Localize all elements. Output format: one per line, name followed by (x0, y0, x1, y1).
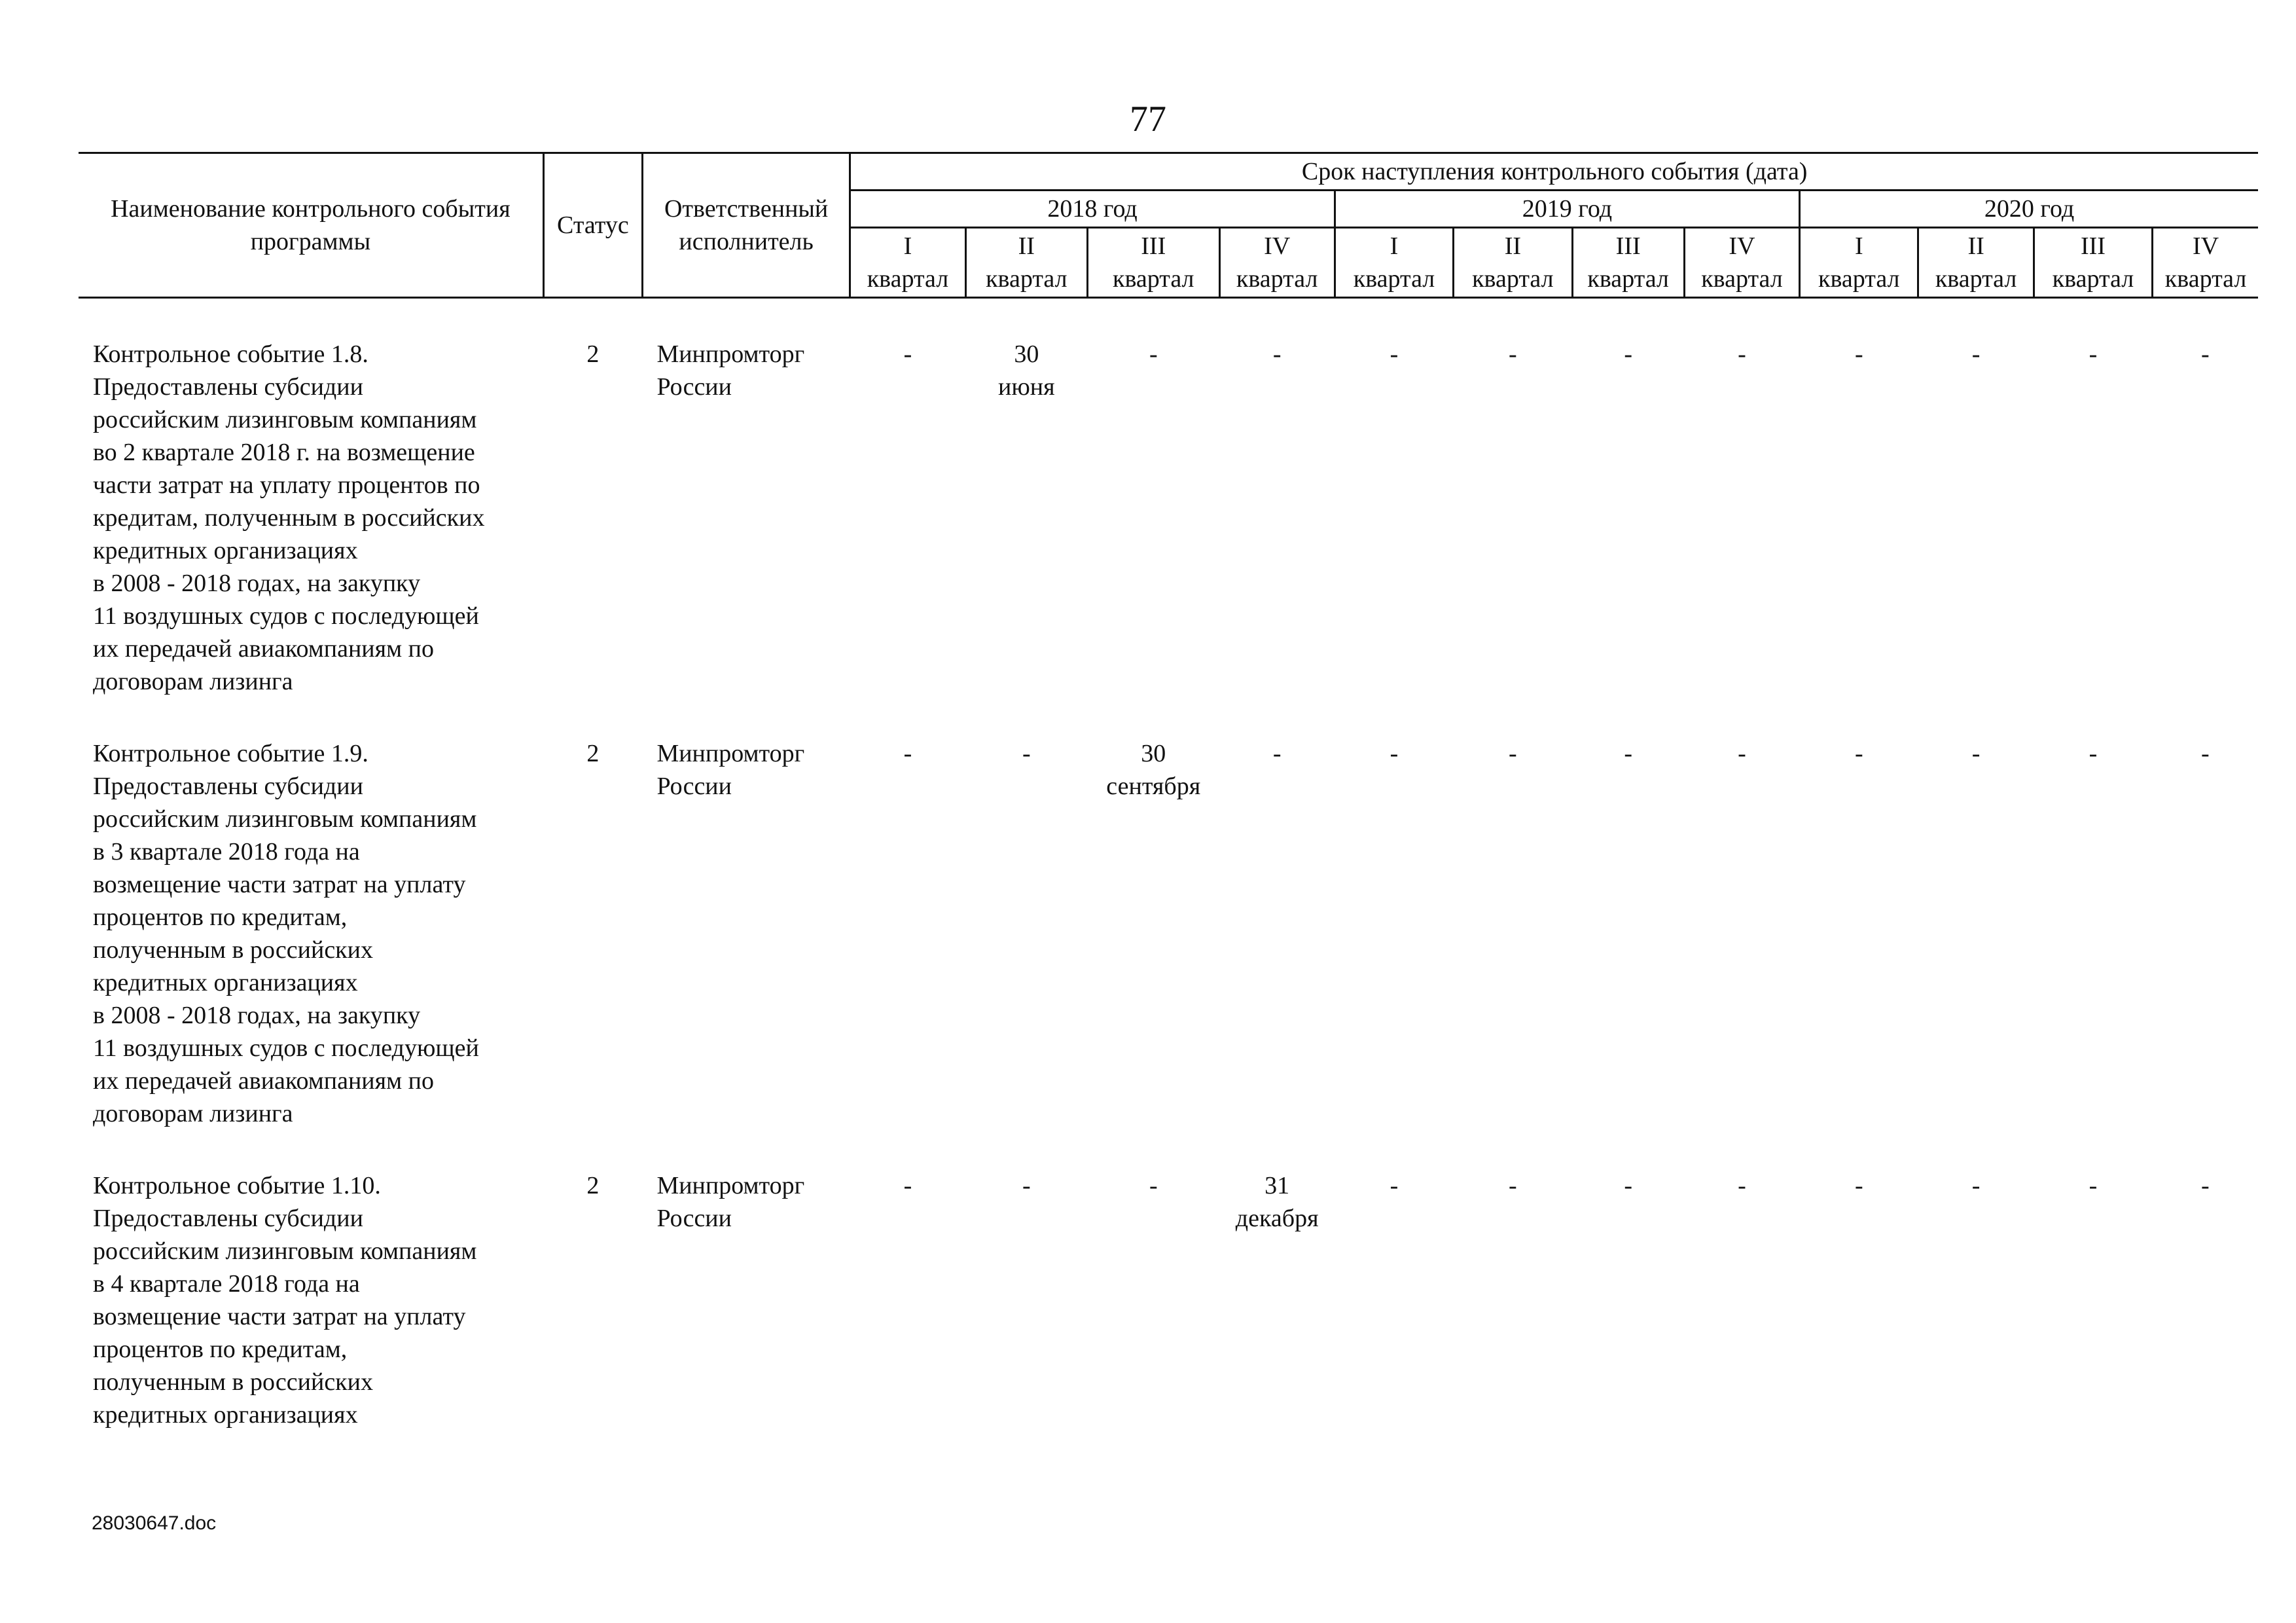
header-quarter: IV квартал (1219, 228, 1335, 298)
event-date: - (1509, 1172, 1517, 1199)
event-date: - (1738, 740, 1746, 767)
table-row (79, 338, 2258, 737)
event-status: 2 (586, 340, 600, 368)
event-date: - (1624, 340, 1632, 368)
table-row (79, 1169, 2258, 1470)
event-executor: Минпромторг России (656, 1172, 805, 1232)
header-quarter: IV квартал (1684, 228, 1799, 298)
event-date: - (2089, 740, 2098, 767)
event-status: 2 (586, 740, 600, 767)
event-date: - (903, 740, 912, 767)
event-date: - (1738, 1172, 1746, 1199)
page-number: 77 (1130, 99, 1166, 139)
event-date: - (1971, 740, 1981, 767)
event-date: - (903, 1172, 912, 1199)
event-date: - (1022, 1172, 1031, 1199)
event-executor: Минпромторг России (656, 340, 805, 401)
control-events-table (79, 152, 2258, 1470)
header-quarter: IV квартал (2153, 228, 2258, 298)
header-status: Статус (543, 153, 642, 298)
event-date: 30 июня (998, 340, 1055, 401)
event-date: - (2089, 1172, 2098, 1199)
event-date: 30 сентября (1106, 740, 1201, 800)
event-date: - (1971, 1172, 1981, 1199)
header-year-2019: 2019 год (1335, 191, 1799, 228)
header-quarter: II квартал (965, 228, 1087, 298)
event-date: - (903, 340, 912, 368)
event-date: - (1390, 340, 1399, 368)
event-date: - (1149, 340, 1158, 368)
event-date: - (1854, 740, 1863, 767)
event-date: - (1624, 740, 1632, 767)
event-date: - (1509, 740, 1517, 767)
event-executor: Минпромторг России (656, 740, 805, 800)
header-quarter: II квартал (1918, 228, 2034, 298)
event-date: 31 декабря (1235, 1172, 1319, 1232)
event-name: Контрольное событие 1.10. Предоставлены субсидии российским лизинговым компаниям в 4 квартале 2018 года на возмещение части затрат на уплату процентов по кредитам, полученным в российских кредитных организациях (93, 1172, 477, 1429)
header-event-name: Наименование контрольного события программы (79, 153, 543, 298)
header-year-2018: 2018 год (850, 191, 1335, 228)
event-name: Контрольное событие 1.9. Предоставлены субсидии российским лизинговым компаниям в 3 квартале 2018 года на возмещение части затрат на уплату процентов по кредитам, полученным в российских кредитных организациях в 2008 - 2018 годах, на закупку 11 воздушных судов с последующей их передачей авиакомпаниям по договорам лизинга (93, 740, 479, 1127)
header-quarter: III квартал (2034, 228, 2152, 298)
table-row (79, 737, 2258, 1169)
header-quarter: III квартал (1572, 228, 1684, 298)
header-quarter: III квартал (1088, 228, 1220, 298)
event-date: - (1509, 340, 1517, 368)
event-date: - (1390, 740, 1399, 767)
header-executor: Ответственный исполнитель (642, 153, 850, 298)
header-quarter: I квартал (850, 228, 965, 298)
event-date: - (1854, 340, 1863, 368)
event-date: - (1390, 1172, 1399, 1199)
event-date: - (2089, 340, 2098, 368)
header-deadline: Срок наступления контрольного события (дата) (850, 153, 2258, 191)
event-date: - (1624, 1172, 1632, 1199)
event-date: - (1971, 340, 1981, 368)
table-header (79, 153, 2258, 298)
header-quarter: II квартал (1454, 228, 1572, 298)
event-status: 2 (586, 1172, 600, 1199)
event-date: - (1272, 340, 1282, 368)
header-year-2020: 2020 год (1800, 191, 2258, 228)
header-quarter: I квартал (1335, 228, 1453, 298)
event-date: - (2200, 340, 2210, 368)
event-date: - (1738, 340, 1746, 368)
event-date: - (1149, 1172, 1158, 1199)
footer-filename: 28030647.doc (92, 1512, 217, 1534)
event-date: - (1272, 740, 1282, 767)
event-date: - (1854, 1172, 1863, 1199)
event-date: - (1022, 740, 1031, 767)
event-name: Контрольное событие 1.8. Предоставлены субсидии российским лизинговым компаниям во 2 квартале 2018 г. на возмещение части затрат на уплату процентов по кредитам, полученным в российских кредитных организациях в 2008 - 2018 годах, на закупку 11 воздушных судов с последующей их передачей авиакомпаниям по договорам лизинга (93, 340, 485, 695)
event-date: - (2200, 740, 2210, 767)
header-quarter: I квартал (1800, 228, 1918, 298)
event-date: - (2200, 1172, 2210, 1199)
